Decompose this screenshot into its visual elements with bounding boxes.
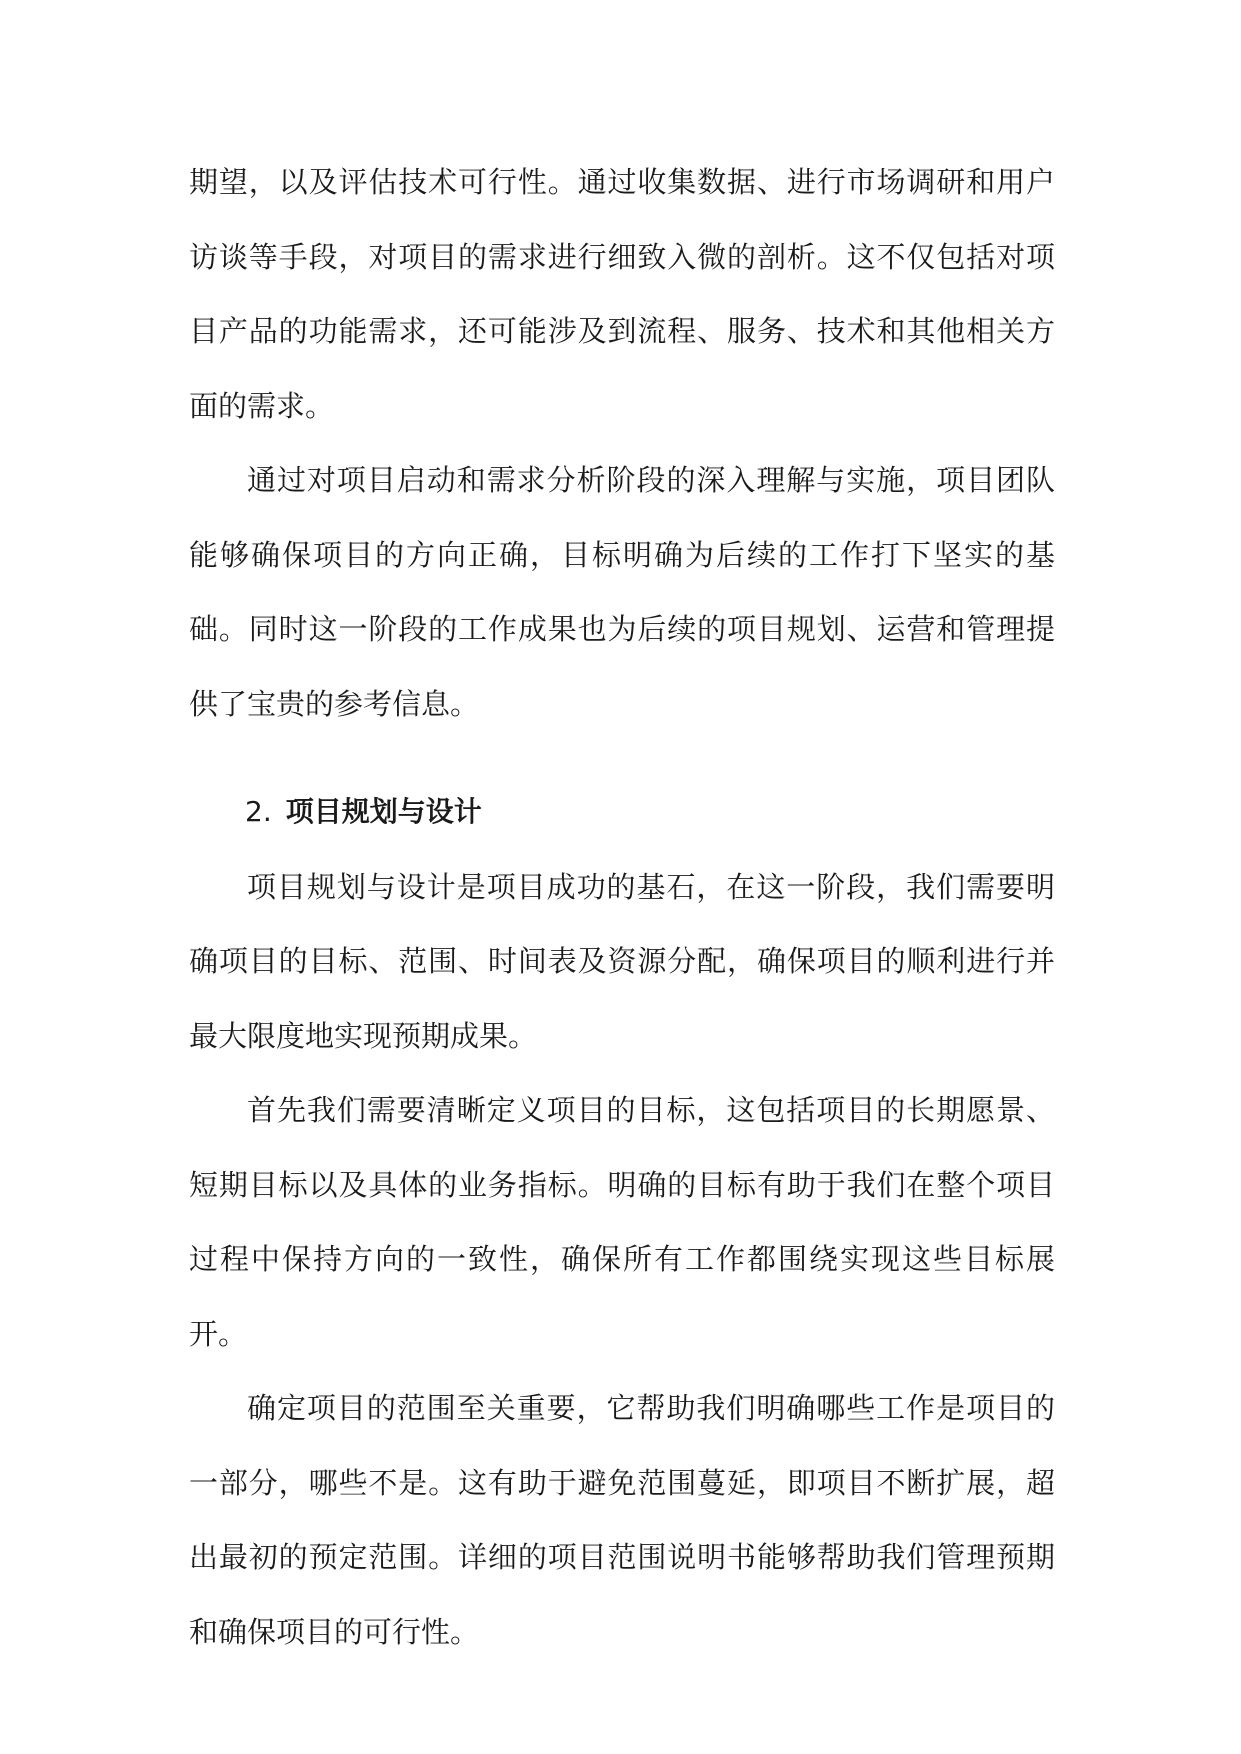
paragraph-continued: 期望，以及评估技术可行性。通过收集数据、进行市场调研和用户访谈等手段，对项目的需求进行细致入微的剖析。这不仅包括对项目产品的功能需求，还可能涉及到流程、服务、技术和其他相关方面的需求。 [189, 165, 1055, 423]
paragraph: 通过对项目启动和需求分析阶段的深入理解与实施，项目团队能够确保项目的方向正确，目标明确为后续的工作打下坚实的基础。同时这一阶段的工作成果也为后续的项目规划、运营和管理提供了宝贵的参考信息。 [189, 463, 1055, 721]
paragraph: 项目规划与设计是项目成功的基石，在这一阶段，我们需要明确项目的目标、范围、时间表及资源分配，确保项目的顺利进行并最大限度地实现预期成果。 [189, 869, 1055, 1053]
section-heading [189, 775, 1055, 850]
paragraph: 首先我们需要清晰定义项目的目标，这包括项目的长期愿景、短期目标以及具体的业务指标。明确的目标有助于我们在整个项目过程中保持方向的一致性，确保所有工作都围绕实现这些目标展开。 [189, 1093, 1055, 1351]
document-body [189, 145, 1055, 1669]
paragraph: 确定项目的范围至关重要，它帮助我们明确哪些工作是项目的一部分，哪些不是。这有助于避免范围蔓延，即项目不断扩展，超出最初的预定范围。详细的项目范围说明书能够帮助我们管理预期和确保项目的可行性。 [189, 1391, 1055, 1649]
section-number: 2. [245, 795, 272, 828]
section-title: 项目规划与设计 [285, 795, 482, 828]
